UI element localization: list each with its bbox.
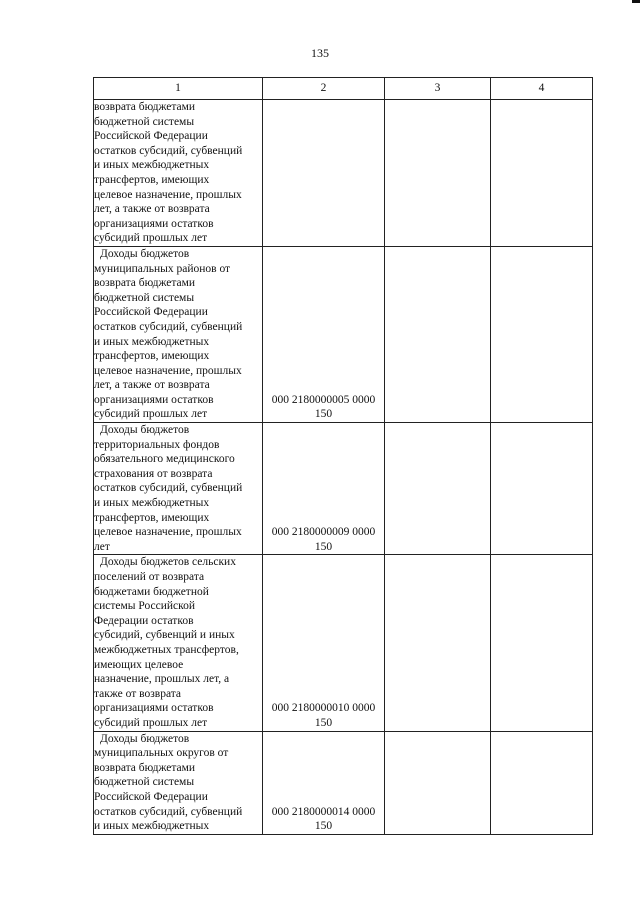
table-row (94, 246, 593, 422)
row-description (94, 246, 263, 422)
description-line: бюджетной системы (94, 115, 195, 128)
header-col-2: 2 (263, 78, 385, 100)
description-line: также от возврата (94, 687, 182, 700)
table-body (94, 100, 593, 835)
row-description (94, 423, 263, 555)
description-line: субсидий прошлых лет (94, 232, 208, 245)
description-line: трансфертов, имеющих (94, 350, 210, 363)
description-line: трансфертов, имеющих (94, 173, 210, 186)
description-line: лет, а также от возврата (94, 379, 210, 392)
header-col-3: 3 (385, 78, 491, 100)
description-line: бюджетами бюджетной (94, 585, 209, 598)
description-line: межбюджетных трансфертов, (94, 643, 239, 656)
description-line: Российской Федерации (94, 790, 208, 803)
row-col-3 (385, 100, 491, 247)
table-row (94, 423, 593, 555)
budget-code-line: 150 (314, 820, 333, 833)
description-line: трансфертов, имеющих (94, 511, 210, 524)
description-line: и иных межбюджетных (94, 159, 210, 172)
row-col-4 (491, 731, 593, 834)
scan-corner-mark (632, 0, 640, 3)
description-line: бюджетной системы (94, 776, 195, 789)
table-header-row (94, 78, 593, 100)
description-line: субсидий прошлых лет (94, 408, 208, 421)
budget-code-line: 000 2180000010 0000 (271, 702, 376, 715)
description-line: муниципальных районов от (94, 262, 231, 275)
description-line: остатков субсидий, субвенций (94, 805, 243, 818)
description-line: бюджетной системы (94, 291, 195, 304)
description-line: Доходы бюджетов (100, 732, 190, 745)
description-line: целевое назначение, прошлых (94, 188, 242, 201)
description-line: возврата бюджетами (94, 277, 196, 290)
row-col-3 (385, 423, 491, 555)
row-budget-code (263, 423, 385, 555)
description-line: и иных межбюджетных (94, 497, 210, 510)
description-line: организациями остатков (94, 217, 214, 230)
description-line: Доходы бюджетов (100, 424, 190, 437)
header-col-4: 4 (491, 78, 593, 100)
description-line: территориальных фондов (94, 438, 220, 451)
description-line: системы Российской (94, 600, 196, 613)
table-row (94, 731, 593, 834)
budget-code-line: 000 2180000014 0000 (271, 805, 376, 818)
row-description (94, 731, 263, 834)
row-col-4 (491, 555, 593, 731)
description-line: Российской Федерации (94, 306, 208, 319)
description-line: лет (94, 540, 110, 553)
budget-code-line: 000 2180000009 0000 (271, 526, 376, 539)
description-line: остатков субсидий, субвенций (94, 144, 243, 157)
row-col-3 (385, 731, 491, 834)
header-col-1: 1 (94, 78, 263, 100)
description-line: Доходы бюджетов сельских (100, 556, 236, 569)
description-line: остатков субсидий, субвенций (94, 320, 243, 333)
description-line: лет, а также от возврата (94, 203, 210, 216)
description-line: Доходы бюджетов (100, 247, 190, 260)
budget-code-line: 150 (314, 540, 333, 553)
description-line: обязательного медицинского (94, 453, 235, 466)
description-line: остатков субсидий, субвенций (94, 482, 243, 495)
description-line: и иных межбюджетных (94, 820, 210, 833)
description-line: поселений от возврата (94, 571, 205, 583)
budget-code-line: 150 (314, 716, 333, 729)
budget-code-line: 000 2180000005 0000 (271, 393, 376, 406)
page-number: 135 (311, 46, 329, 60)
description-line: возврата бюджетами (94, 101, 196, 113)
row-budget-code (263, 731, 385, 834)
description-line: возврата бюджетами (94, 761, 196, 774)
row-col-3 (385, 555, 491, 731)
description-line: целевое назначение, прошлых (94, 526, 242, 539)
description-line: страхования от возврата (94, 467, 213, 480)
description-line: субсидий прошлых лет (94, 716, 208, 729)
row-description (94, 555, 263, 731)
description-line: организациями остатков (94, 393, 214, 406)
description-line: Российской Федерации (94, 130, 208, 143)
row-description (94, 100, 263, 247)
description-line: Федерации остатков (94, 614, 194, 627)
description-line: организациями остатков (94, 702, 214, 715)
description-line: и иных межбюджетных (94, 335, 210, 348)
table-row (94, 555, 593, 731)
description-line: целевое назначение, прошлых (94, 364, 242, 377)
row-col-3 (385, 246, 491, 422)
row-budget-code (263, 555, 385, 731)
row-col-4 (491, 423, 593, 555)
row-col-4 (491, 100, 593, 247)
table-row (94, 100, 593, 247)
description-line: субсидий, субвенций и иных (94, 629, 235, 642)
budget-code-line: 150 (314, 408, 333, 421)
description-line: имеющих целевое (94, 658, 184, 671)
row-budget-code (263, 100, 385, 247)
description-line: назначение, прошлых лет, а (94, 673, 230, 686)
row-budget-code (263, 246, 385, 422)
row-col-4 (491, 246, 593, 422)
description-line: муниципальных округов от (94, 747, 229, 760)
budget-revenue-table (93, 77, 593, 835)
